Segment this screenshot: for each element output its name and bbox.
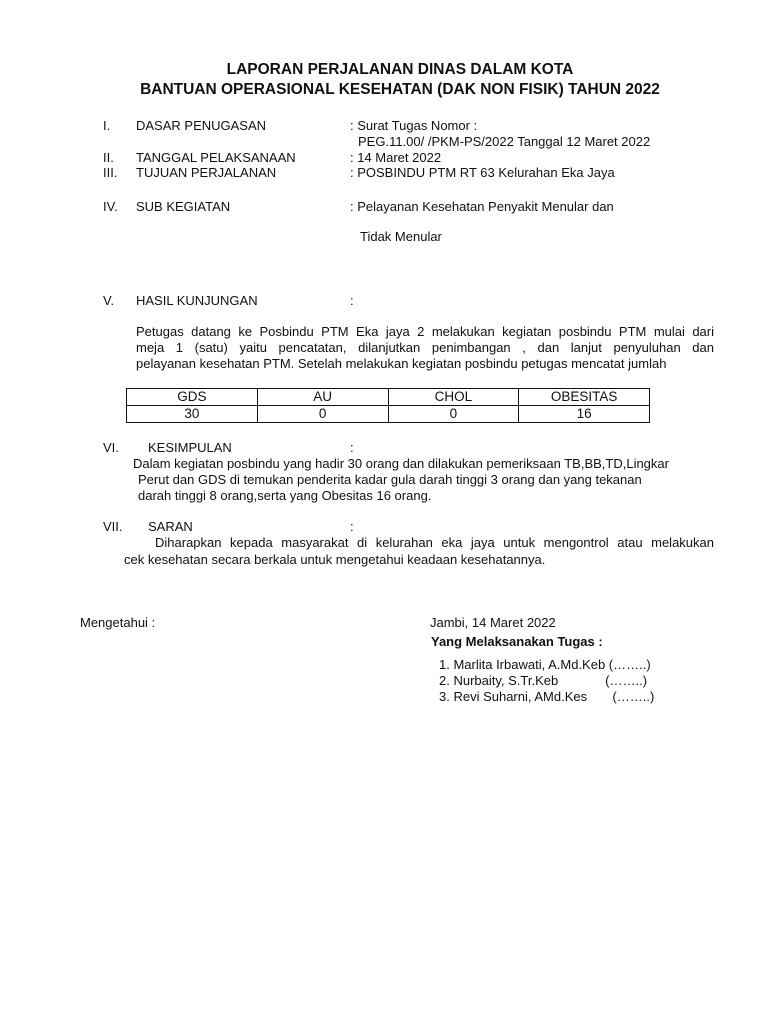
table-header-cell: CHOL — [388, 389, 519, 406]
executor-title: Yang Melaksanakan Tugas : — [431, 634, 603, 649]
executor-member: 1. Marlita Irbawati, A.Md.Keb (……..) — [439, 657, 651, 672]
kesimpulan-line2: Perut dan GDS di temukan penderita kadar gula darah tinggi 3 orang dan yang tekanan — [138, 472, 642, 487]
sub-value: : Pelayanan Kesehatan Penyakit Menular dan — [350, 199, 614, 214]
saran-line1: Diharapkan kepada masyarakat di kelurahan eka jaya untuk mengontrol atau melakukan — [155, 535, 714, 550]
table-header-cell: AU — [257, 389, 388, 406]
tanggal-value: : 14 Maret 2022 — [350, 150, 442, 165]
table-row — [127, 406, 650, 423]
dasar-value: : Surat Tugas Nomor : — [350, 118, 478, 133]
report-title-line2: BANTUAN OPERASIONAL KESEHATAN (DAK NON FISIK) TAHUN 2022 — [140, 81, 660, 98]
section-label-sub: SUB KEGIATAN — [136, 199, 231, 214]
kesimpulan-line1: Dalam kegiatan posbindu yang hadir 30 orang dan dilakukan pemeriksaan TB,BB,TD,Lingkar — [133, 456, 669, 471]
table-cell: 16 — [519, 406, 650, 423]
section-label-kesimpulan: KESIMPULAN — [148, 440, 232, 455]
section-label-hasil: HASIL KUNJUNGAN — [136, 293, 258, 308]
section-number: VI. — [103, 440, 119, 455]
place-date: Jambi, 14 Maret 2022 — [430, 615, 556, 630]
table-header-cell: GDS — [127, 389, 258, 406]
section-label-dasar: DASAR PENUGASAN — [136, 118, 267, 133]
report-title-line1: LAPORAN PERJALANAN DINAS DALAM KOTA — [226, 61, 574, 78]
table-cell: 30 — [127, 406, 258, 423]
dasar-value-detail: PEG.11.00/ /PKM-PS/2022 Tanggal 12 Maret 2022 — [358, 134, 651, 149]
results-table — [126, 388, 650, 423]
section-number: II. — [103, 150, 114, 165]
hasil-paragraph-line2: meja 1 (satu) yaitu pencatatan, dilanjutkan penimbangan , dan lanjut penyuluhan dan — [136, 340, 714, 355]
section-label-saran: SARAN — [148, 519, 193, 534]
executor-member: 3. Revi Suharni, AMd.Kes (……..) — [439, 689, 655, 704]
table-cell: 0 — [257, 406, 388, 423]
section-number: III. — [103, 165, 118, 180]
section-label-tujuan: TUJUAN PERJALANAN — [136, 165, 277, 180]
table-header-row — [127, 389, 650, 406]
kesimpulan-colon: : — [350, 440, 354, 455]
hasil-paragraph-line3: pelayanan kesehatan PTM. Setelah melakukan kegiatan posbindu petugas mencatat jumlah — [136, 356, 667, 371]
table-header-cell: OBESITAS — [519, 389, 650, 406]
section-label-tanggal: TANGGAL PELAKSANAAN — [136, 150, 296, 165]
sub-value-detail: Tidak Menular — [360, 229, 442, 244]
section-number: IV. — [103, 199, 118, 214]
mengetahui-label: Mengetahui : — [80, 615, 156, 630]
hasil-paragraph-line1: Petugas datang ke Posbindu PTM Eka jaya 2 melakukan kegiatan posbindu PTM mulai dari — [136, 324, 714, 339]
kesimpulan-line3: darah tinggi 8 orang,serta yang Obesitas 16 orang. — [138, 488, 432, 503]
section-number: V. — [103, 293, 115, 308]
hasil-colon: : — [350, 293, 354, 308]
table-cell: 0 — [388, 406, 519, 423]
executor-member: 2. Nurbaity, S.Tr.Keb (……..) — [439, 673, 648, 688]
section-number: VII. — [103, 519, 123, 534]
section-number: I. — [103, 118, 111, 133]
saran-colon: : — [350, 519, 354, 534]
saran-line2: cek kesehatan secara berkala untuk mengetahui keadaan kesehatannya. — [124, 552, 546, 567]
tujuan-value: : POSBINDU PTM RT 63 Kelurahan Eka Jaya — [350, 165, 615, 180]
